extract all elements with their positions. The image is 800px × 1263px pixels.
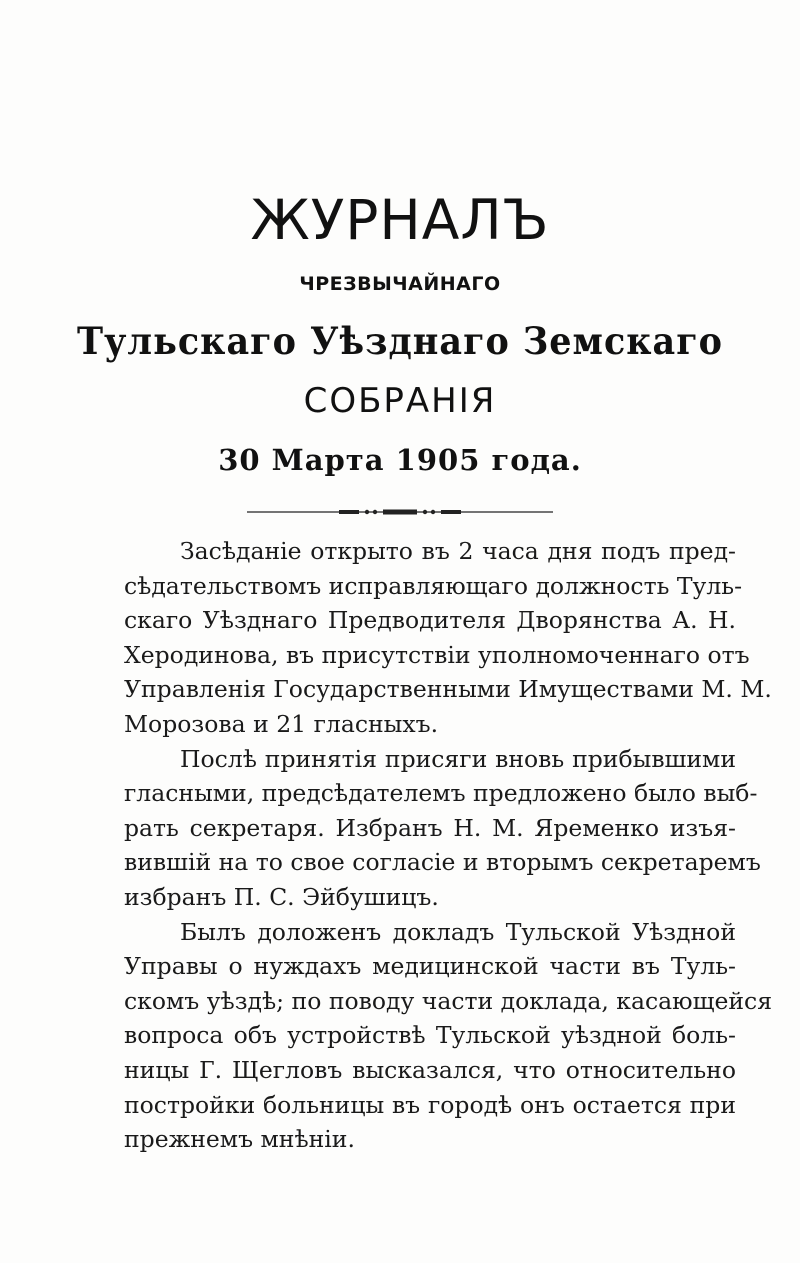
text-line: вившій на то свое согласіе и вторымъ секретаремъ <box>124 848 761 877</box>
document-title: ЖУРНАЛЪ <box>250 188 550 252</box>
text-line: избранъ П. С. Эйбушицъ. <box>124 882 439 911</box>
text-line: ницы Г. Щегловъ высказался, что относительно <box>124 1055 736 1084</box>
paragraph-session-opened <box>66 534 772 742</box>
document-body <box>66 534 773 1157</box>
text-line: Былъ доложенъ докладъ Тульской Уѣздной <box>180 917 736 946</box>
text-line: скаго Уѣзднаго Предводителя Дворянства А. Н. <box>124 606 736 635</box>
paragraph-medical-report <box>66 915 773 1157</box>
paragraph-secretary-election <box>66 742 761 915</box>
text-line: постройки больницы въ городѣ онъ остается при <box>124 1090 736 1119</box>
document-subtitle-assembly: СОБРАНІЯ <box>303 381 497 421</box>
text-line: Послѣ принятія присяги вновь прибывшими <box>180 744 736 773</box>
text-line: сѣдательствомъ исправляющаго должность Туль- <box>124 571 743 600</box>
document-date: 30 Марта 1905 года. <box>218 443 582 477</box>
text-line: Засѣданіе открыто въ 2 часа дня подъ пред- <box>180 537 736 565</box>
text-line: Управы о нуждахъ медицинской части въ Туль- <box>124 952 736 981</box>
document-subtitle-extraordinary: ЧРЕЗВЫЧАЙНАГО <box>299 273 501 295</box>
text-line: Управленія Государственными Имуществами М. М. <box>124 675 772 704</box>
ornamental-divider <box>247 507 553 517</box>
text-line: Херодинова, въ присутствіи уполномоченнаго отъ <box>124 640 750 669</box>
text-line: вопроса объ устройствѣ Тульской уѣздной боль- <box>124 1021 736 1050</box>
text-line: прежнемъ мнѣніи. <box>124 1125 355 1154</box>
document-subtitle-assembly-name: Тульскаго Уѣзднаго Земскаго <box>76 319 724 364</box>
text-line: гласными, предсѣдателемъ предложено было выб- <box>124 779 758 808</box>
text-line: рать секретаря. Избранъ Н. М. Яременко изъя- <box>124 813 736 842</box>
text-line: Морозова и 21 гласныхъ. <box>124 709 439 738</box>
text-line: скомъ уѣздѣ; по поводу части доклада, касающейся <box>124 986 773 1015</box>
